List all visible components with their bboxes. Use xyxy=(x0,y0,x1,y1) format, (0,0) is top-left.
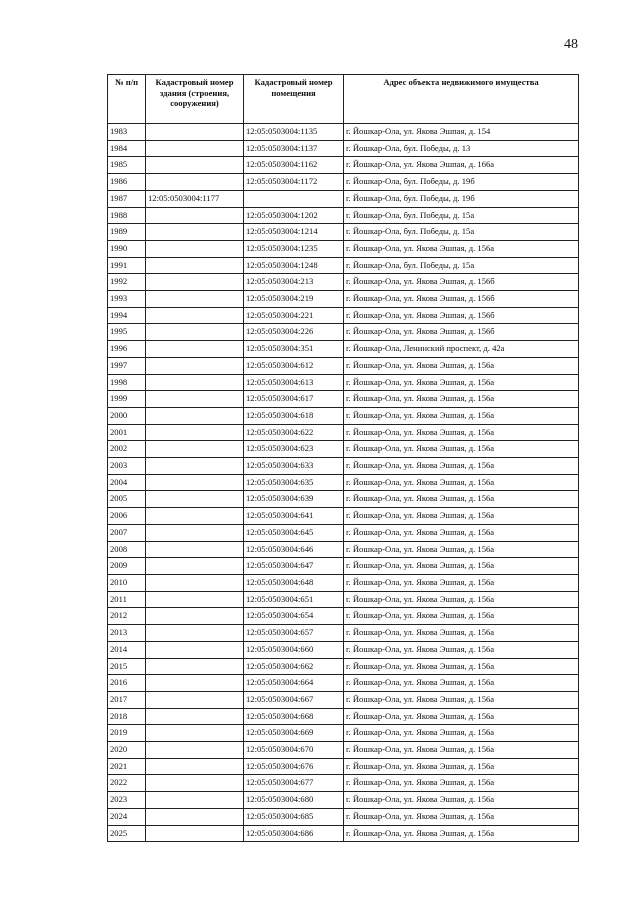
cell-row-number: 2006 xyxy=(108,508,146,525)
cell-row-number: 1983 xyxy=(108,124,146,141)
cell-room-cadastral-number: 12:05:0503004:618 xyxy=(244,407,344,424)
cell-room-cadastral-number: 12:05:0503004:623 xyxy=(244,441,344,458)
cell-property-address: г. Йошкар-Ола, ул. Якова Эшпая, д. 156б xyxy=(344,324,579,341)
cell-building-cadastral-number xyxy=(146,708,244,725)
table-row xyxy=(108,324,579,341)
cell-room-cadastral-number xyxy=(244,190,344,207)
table-row xyxy=(108,591,579,608)
cell-building-cadastral-number xyxy=(146,574,244,591)
cell-row-number: 1991 xyxy=(108,257,146,274)
cell-row-number: 2018 xyxy=(108,708,146,725)
cell-building-cadastral-number xyxy=(146,792,244,809)
cell-row-number: 1997 xyxy=(108,357,146,374)
cell-row-number: 1994 xyxy=(108,307,146,324)
cell-row-number: 1984 xyxy=(108,140,146,157)
table-row xyxy=(108,291,579,308)
cell-building-cadastral-number xyxy=(146,625,244,642)
cell-property-address: г. Йошкар-Ола, ул. Якова Эшпая, д. 156а xyxy=(344,240,579,257)
cell-row-number: 2014 xyxy=(108,641,146,658)
cell-building-cadastral-number xyxy=(146,407,244,424)
cell-row-number: 1988 xyxy=(108,207,146,224)
cell-building-cadastral-number xyxy=(146,508,244,525)
table-row xyxy=(108,190,579,207)
table-row xyxy=(108,508,579,525)
cell-property-address: г. Йошкар-Ола, ул. Якова Эшпая, д. 156а xyxy=(344,625,579,642)
cell-room-cadastral-number: 12:05:0503004:1214 xyxy=(244,224,344,241)
table-row xyxy=(108,608,579,625)
cell-building-cadastral-number xyxy=(146,257,244,274)
cell-building-cadastral-number xyxy=(146,374,244,391)
cell-building-cadastral-number xyxy=(146,274,244,291)
table-row xyxy=(108,140,579,157)
table-row xyxy=(108,675,579,692)
table-row xyxy=(108,307,579,324)
cell-building-cadastral-number xyxy=(146,207,244,224)
cell-property-address: г. Йошкар-Ола, ул. Якова Эшпая, д. 156а xyxy=(344,591,579,608)
cell-room-cadastral-number: 12:05:0503004:648 xyxy=(244,574,344,591)
table-row xyxy=(108,391,579,408)
table-row xyxy=(108,541,579,558)
cell-property-address: г. Йошкар-Ола, ул. Якова Эшпая, д. 156а xyxy=(344,825,579,842)
cell-building-cadastral-number xyxy=(146,140,244,157)
table-row xyxy=(108,658,579,675)
table-body xyxy=(108,124,579,842)
cell-room-cadastral-number: 12:05:0503004:219 xyxy=(244,291,344,308)
cell-building-cadastral-number xyxy=(146,742,244,759)
cell-property-address: г. Йошкар-Ола, ул. Якова Эшпая, д. 156а xyxy=(344,374,579,391)
cell-property-address: г. Йошкар-Ола, ул. Якова Эшпая, д. 156а xyxy=(344,491,579,508)
table-row xyxy=(108,725,579,742)
cell-row-number: 2013 xyxy=(108,625,146,642)
cell-room-cadastral-number: 12:05:0503004:617 xyxy=(244,391,344,408)
cell-row-number: 2010 xyxy=(108,574,146,591)
cell-row-number: 2024 xyxy=(108,808,146,825)
cell-room-cadastral-number: 12:05:0503004:1235 xyxy=(244,240,344,257)
cell-property-address: г. Йошкар-Ола, ул. Якова Эшпая, д. 156б xyxy=(344,274,579,291)
cell-property-address: г. Йошкар-Ола, ул. Якова Эшпая, д. 156а xyxy=(344,574,579,591)
cell-row-number: 1990 xyxy=(108,240,146,257)
cell-building-cadastral-number xyxy=(146,240,244,257)
cell-property-address: г. Йошкар-Ола, ул. Якова Эшпая, д. 156а xyxy=(344,407,579,424)
cell-row-number: 1998 xyxy=(108,374,146,391)
cell-building-cadastral-number xyxy=(146,174,244,191)
cell-room-cadastral-number: 12:05:0503004:686 xyxy=(244,825,344,842)
cell-room-cadastral-number: 12:05:0503004:677 xyxy=(244,775,344,792)
cell-property-address: г. Йошкар-Ола, ул. Якова Эшпая, д. 166а xyxy=(344,157,579,174)
cell-row-number: 2017 xyxy=(108,691,146,708)
cell-room-cadastral-number: 12:05:0503004:1135 xyxy=(244,124,344,141)
cell-room-cadastral-number: 12:05:0503004:221 xyxy=(244,307,344,324)
cell-room-cadastral-number: 12:05:0503004:641 xyxy=(244,508,344,525)
cell-row-number: 2012 xyxy=(108,608,146,625)
cell-room-cadastral-number: 12:05:0503004:685 xyxy=(244,808,344,825)
cell-room-cadastral-number: 12:05:0503004:622 xyxy=(244,424,344,441)
cell-building-cadastral-number xyxy=(146,324,244,341)
cell-property-address: г. Йошкар-Ола, бул. Победы, д. 15а xyxy=(344,257,579,274)
cell-room-cadastral-number: 12:05:0503004:635 xyxy=(244,474,344,491)
cell-building-cadastral-number xyxy=(146,157,244,174)
cell-row-number: 2009 xyxy=(108,558,146,575)
cell-property-address: г. Йошкар-Ола, ул. Якова Эшпая, д. 156а xyxy=(344,541,579,558)
cell-building-cadastral-number xyxy=(146,558,244,575)
cell-building-cadastral-number xyxy=(146,591,244,608)
cell-room-cadastral-number: 12:05:0503004:639 xyxy=(244,491,344,508)
table-row xyxy=(108,524,579,541)
cell-row-number: 2002 xyxy=(108,441,146,458)
cell-room-cadastral-number: 12:05:0503004:676 xyxy=(244,758,344,775)
cell-row-number: 2004 xyxy=(108,474,146,491)
cell-property-address: г. Йошкар-Ола, ул. Якова Эшпая, д. 156а xyxy=(344,391,579,408)
cell-row-number: 1999 xyxy=(108,391,146,408)
cell-row-number: 2022 xyxy=(108,775,146,792)
cell-row-number: 2008 xyxy=(108,541,146,558)
cell-row-number: 1995 xyxy=(108,324,146,341)
table-row xyxy=(108,357,579,374)
cell-room-cadastral-number: 12:05:0503004:645 xyxy=(244,524,344,541)
cell-room-cadastral-number: 12:05:0503004:351 xyxy=(244,341,344,358)
table-row xyxy=(108,441,579,458)
cell-row-number: 2025 xyxy=(108,825,146,842)
header-row xyxy=(108,75,579,124)
cell-property-address: г. Йошкар-Ола, бул. Победы, д. 19б xyxy=(344,174,579,191)
cell-room-cadastral-number: 12:05:0503004:660 xyxy=(244,641,344,658)
table-row xyxy=(108,558,579,575)
cell-building-cadastral-number xyxy=(146,124,244,141)
cell-building-cadastral-number xyxy=(146,491,244,508)
table-row xyxy=(108,625,579,642)
cell-property-address: г. Йошкар-Ола, ул. Якова Эшпая, д. 156а xyxy=(344,725,579,742)
cell-room-cadastral-number: 12:05:0503004:226 xyxy=(244,324,344,341)
table-row xyxy=(108,775,579,792)
cell-room-cadastral-number: 12:05:0503004:651 xyxy=(244,591,344,608)
cell-building-cadastral-number xyxy=(146,441,244,458)
cell-property-address: г. Йошкар-Ола, ул. Якова Эшпая, д. 154 xyxy=(344,124,579,141)
cell-building-cadastral-number xyxy=(146,341,244,358)
cell-property-address: г. Йошкар-Ола, бул. Победы, д. 15а xyxy=(344,207,579,224)
cell-building-cadastral-number xyxy=(146,675,244,692)
cell-property-address: г. Йошкар-Ола, ул. Якова Эшпая, д. 156а xyxy=(344,424,579,441)
cell-property-address: г. Йошкар-Ола, ул. Якова Эшпая, д. 156а xyxy=(344,808,579,825)
cell-property-address: г. Йошкар-Ола, бул. Победы, д. 15а xyxy=(344,224,579,241)
table-row xyxy=(108,240,579,257)
cell-property-address: г. Йошкар-Ола, ул. Якова Эшпая, д. 156а xyxy=(344,458,579,475)
cell-row-number: 2021 xyxy=(108,758,146,775)
cell-property-address: г. Йошкар-Ола, ул. Якова Эшпая, д. 156б xyxy=(344,291,579,308)
cell-row-number: 1987 xyxy=(108,190,146,207)
cell-building-cadastral-number xyxy=(146,458,244,475)
cell-row-number: 2001 xyxy=(108,424,146,441)
cell-row-number: 1996 xyxy=(108,341,146,358)
cell-room-cadastral-number: 12:05:0503004:668 xyxy=(244,708,344,725)
cell-room-cadastral-number: 12:05:0503004:1162 xyxy=(244,157,344,174)
page-number: 48 xyxy=(564,37,578,52)
cell-room-cadastral-number: 12:05:0503004:1172 xyxy=(244,174,344,191)
table-row xyxy=(108,491,579,508)
cell-building-cadastral-number xyxy=(146,608,244,625)
header-room-cadastral-number: Кадастровый номер помещения xyxy=(244,75,344,124)
cell-row-number: 2015 xyxy=(108,658,146,675)
cell-row-number: 1986 xyxy=(108,174,146,191)
table-row xyxy=(108,157,579,174)
table-row xyxy=(108,207,579,224)
cell-property-address: г. Йошкар-Ола, ул. Якова Эшпая, д. 156а xyxy=(344,691,579,708)
table-row xyxy=(108,341,579,358)
table-row xyxy=(108,808,579,825)
cell-property-address: г. Йошкар-Ола, Ленинский проспект, д. 42а xyxy=(344,341,579,358)
cell-building-cadastral-number xyxy=(146,541,244,558)
cell-room-cadastral-number: 12:05:0503004:647 xyxy=(244,558,344,575)
cell-room-cadastral-number: 12:05:0503004:669 xyxy=(244,725,344,742)
cell-row-number: 1985 xyxy=(108,157,146,174)
table-row xyxy=(108,274,579,291)
table-row xyxy=(108,124,579,141)
cell-room-cadastral-number: 12:05:0503004:646 xyxy=(244,541,344,558)
cell-property-address: г. Йошкар-Ола, ул. Якова Эшпая, д. 156а xyxy=(344,608,579,625)
cell-row-number: 1993 xyxy=(108,291,146,308)
cell-room-cadastral-number: 12:05:0503004:664 xyxy=(244,675,344,692)
table-row xyxy=(108,407,579,424)
cell-property-address: г. Йошкар-Ола, ул. Якова Эшпая, д. 156а xyxy=(344,357,579,374)
header-property-address: Адрес объекта недвижимого имущества xyxy=(344,75,579,124)
cell-room-cadastral-number: 12:05:0503004:633 xyxy=(244,458,344,475)
cell-property-address: г. Йошкар-Ола, бул. Победы, д. 13 xyxy=(344,140,579,157)
cell-room-cadastral-number: 12:05:0503004:657 xyxy=(244,625,344,642)
cell-room-cadastral-number: 12:05:0503004:1202 xyxy=(244,207,344,224)
cell-row-number: 2005 xyxy=(108,491,146,508)
table-row xyxy=(108,574,579,591)
cell-building-cadastral-number xyxy=(146,357,244,374)
cell-building-cadastral-number xyxy=(146,825,244,842)
table-row xyxy=(108,374,579,391)
cell-building-cadastral-number xyxy=(146,224,244,241)
cell-room-cadastral-number: 12:05:0503004:1137 xyxy=(244,140,344,157)
table-row xyxy=(108,691,579,708)
cell-row-number: 2011 xyxy=(108,591,146,608)
table-row xyxy=(108,758,579,775)
table-header xyxy=(108,75,579,124)
cell-building-cadastral-number xyxy=(146,641,244,658)
table-row xyxy=(108,474,579,491)
cell-row-number: 2007 xyxy=(108,524,146,541)
cell-property-address: г. Йошкар-Ола, ул. Якова Эшпая, д. 156а xyxy=(344,641,579,658)
cell-building-cadastral-number xyxy=(146,391,244,408)
cell-property-address: г. Йошкар-Ола, ул. Якова Эшпая, д. 156а xyxy=(344,524,579,541)
cell-building-cadastral-number xyxy=(146,775,244,792)
cell-building-cadastral-number xyxy=(146,474,244,491)
cell-row-number: 2023 xyxy=(108,792,146,809)
table-row xyxy=(108,825,579,842)
cell-row-number: 2003 xyxy=(108,458,146,475)
table-row xyxy=(108,424,579,441)
table-row xyxy=(108,641,579,658)
table-row xyxy=(108,224,579,241)
cell-row-number: 2020 xyxy=(108,742,146,759)
cell-property-address: г. Йошкар-Ола, ул. Якова Эшпая, д. 156а xyxy=(344,792,579,809)
cell-property-address: г. Йошкар-Ола, бул. Победы, д. 19б xyxy=(344,190,579,207)
cell-property-address: г. Йошкар-Ола, ул. Якова Эшпая, д. 156а xyxy=(344,441,579,458)
table-row xyxy=(108,174,579,191)
cell-building-cadastral-number xyxy=(146,658,244,675)
cell-room-cadastral-number: 12:05:0503004:670 xyxy=(244,742,344,759)
cell-building-cadastral-number xyxy=(146,808,244,825)
table-row xyxy=(108,792,579,809)
cell-row-number: 2000 xyxy=(108,407,146,424)
cell-room-cadastral-number: 12:05:0503004:662 xyxy=(244,658,344,675)
cell-room-cadastral-number: 12:05:0503004:213 xyxy=(244,274,344,291)
cell-building-cadastral-number: 12:05:0503004:1177 xyxy=(146,190,244,207)
cell-row-number: 2019 xyxy=(108,725,146,742)
cell-building-cadastral-number xyxy=(146,524,244,541)
cell-room-cadastral-number: 12:05:0503004:667 xyxy=(244,691,344,708)
cell-room-cadastral-number: 12:05:0503004:1248 xyxy=(244,257,344,274)
cell-building-cadastral-number xyxy=(146,758,244,775)
cell-building-cadastral-number xyxy=(146,307,244,324)
cell-property-address: г. Йошкар-Ола, ул. Якова Эшпая, д. 156а xyxy=(344,758,579,775)
cell-property-address: г. Йошкар-Ола, ул. Якова Эшпая, д. 156а xyxy=(344,658,579,675)
cell-room-cadastral-number: 12:05:0503004:613 xyxy=(244,374,344,391)
cell-building-cadastral-number xyxy=(146,691,244,708)
cell-building-cadastral-number xyxy=(146,725,244,742)
cell-property-address: г. Йошкар-Ола, ул. Якова Эшпая, д. 156а xyxy=(344,742,579,759)
cell-property-address: г. Йошкар-Ола, ул. Якова Эшпая, д. 156а xyxy=(344,708,579,725)
property-registry-table xyxy=(107,74,579,842)
cell-room-cadastral-number: 12:05:0503004:680 xyxy=(244,792,344,809)
cell-property-address: г. Йошкар-Ола, ул. Якова Эшпая, д. 156а xyxy=(344,508,579,525)
cell-room-cadastral-number: 12:05:0503004:612 xyxy=(244,357,344,374)
header-row-number: № п/п xyxy=(108,75,146,124)
cell-property-address: г. Йошкар-Ола, ул. Якова Эшпая, д. 156а xyxy=(344,775,579,792)
cell-row-number: 1992 xyxy=(108,274,146,291)
cell-property-address: г. Йошкар-Ола, ул. Якова Эшпая, д. 156а xyxy=(344,675,579,692)
cell-property-address: г. Йошкар-Ола, ул. Якова Эшпая, д. 156а xyxy=(344,558,579,575)
cell-property-address: г. Йошкар-Ола, ул. Якова Эшпая, д. 156б xyxy=(344,307,579,324)
cell-building-cadastral-number xyxy=(146,424,244,441)
table-row xyxy=(108,458,579,475)
table-row xyxy=(108,257,579,274)
cell-row-number: 1989 xyxy=(108,224,146,241)
cell-room-cadastral-number: 12:05:0503004:654 xyxy=(244,608,344,625)
table-row xyxy=(108,742,579,759)
cell-row-number: 2016 xyxy=(108,675,146,692)
header-building-cadastral-number: Кадастровый номер здания (строения, сооружения) xyxy=(146,75,244,124)
cell-building-cadastral-number xyxy=(146,291,244,308)
table-row xyxy=(108,708,579,725)
cell-property-address: г. Йошкар-Ола, ул. Якова Эшпая, д. 156а xyxy=(344,474,579,491)
